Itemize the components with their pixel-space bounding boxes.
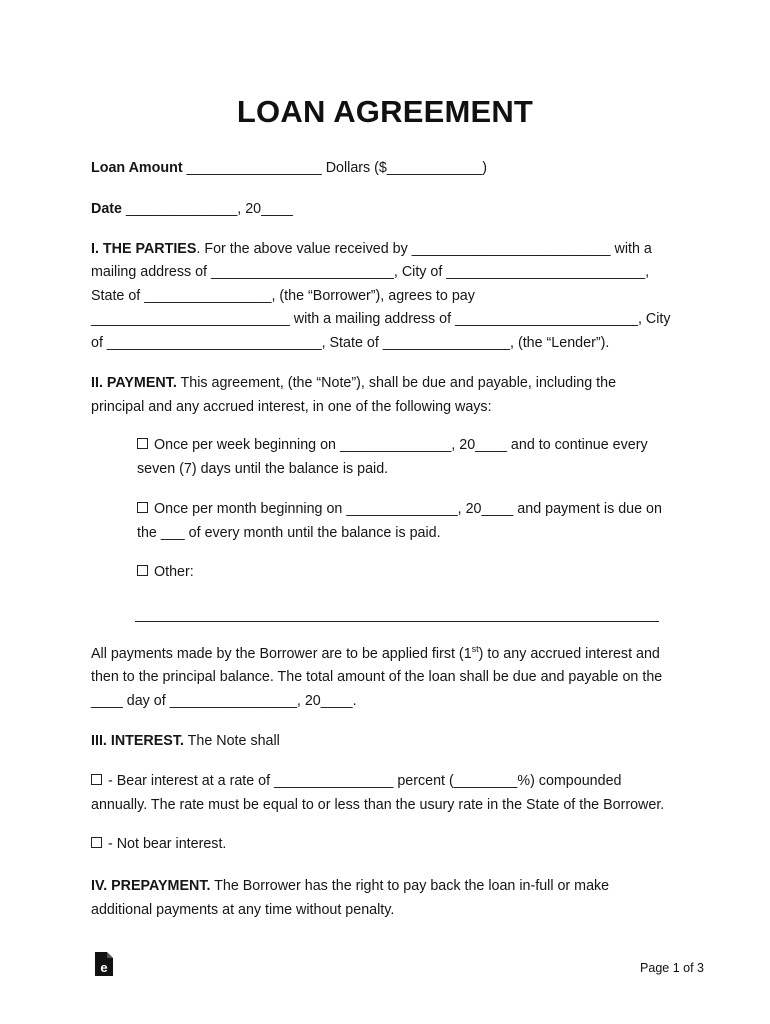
applied-text-1a: All payments made by the Borrower are to be applied first (1: [91, 646, 472, 662]
monthly-option-line-1: [137, 500, 662, 518]
other-blank-line[interactable]: [135, 621, 659, 622]
applied-line-3: ____ day of ________________, 20____.: [91, 693, 357, 709]
bear-interest-checkbox[interactable]: [91, 774, 102, 785]
other-checkbox[interactable]: [137, 565, 148, 576]
applied-line-2: then to the principal balance. The total amount of the loan shall be due and payable on the: [91, 669, 663, 685]
svg-text:e: e: [100, 960, 108, 975]
prepayment-line-2: additional payments at any time without penalty.: [91, 902, 395, 918]
not-bear-interest-line: [91, 835, 226, 853]
payment-heading: II. PAYMENT.: [91, 375, 177, 391]
date-label: Date: [91, 201, 122, 217]
parties-line-1: [91, 240, 652, 258]
weekly-option-text: Once per week beginning on ______________, 20____ and to continue every: [154, 437, 648, 453]
other-option-label: Other:: [154, 564, 194, 580]
parties-line-5: of ___________________________, State of ________________, (the “Lender”).: [91, 335, 610, 351]
parties-text-1: . For the above value received by _________________________ with a: [196, 241, 652, 257]
prepayment-line-1: [91, 877, 609, 895]
payment-text-1: This agreement, (the “Note”), shall be due and payable, including the: [176, 375, 617, 391]
applied-superscript: st: [471, 644, 479, 655]
weekly-option-line-1: [137, 436, 648, 454]
interest-line: [91, 732, 280, 750]
parties-line-2: mailing address of _______________________, City of _________________________,: [91, 264, 650, 280]
applied-line-1: [91, 645, 660, 663]
parties-line-3: State of ________________, (the “Borrower”), agrees to pay: [91, 288, 475, 304]
date-line: [91, 200, 293, 218]
weekly-checkbox[interactable]: [137, 438, 148, 449]
payment-line-2: principal and any accrued interest, in one of the following ways:: [91, 399, 492, 415]
interest-heading: III. INTEREST.: [91, 733, 184, 749]
payment-line-1: [91, 374, 616, 392]
bear-interest-line-1: [91, 772, 621, 790]
other-option-line: [137, 563, 194, 581]
loan-amount-blanks: _________________ Dollars ($____________): [182, 160, 488, 176]
date-blanks: ______________, 20____: [122, 201, 293, 217]
not-bear-interest-checkbox[interactable]: [91, 837, 102, 848]
loan-amount-line: [91, 159, 487, 177]
parties-heading: I. THE PARTIES: [91, 241, 197, 257]
weekly-option-line-2: seven (7) days until the balance is paid.: [137, 461, 389, 477]
applied-text-1b: ) to any accrued interest and: [478, 646, 660, 662]
prepayment-text-1: The Borrower has the right to pay back the loan in-full or make: [210, 878, 610, 894]
monthly-checkbox[interactable]: [137, 502, 148, 513]
loan-amount-label: Loan Amount: [91, 160, 183, 176]
bear-interest-line-2: annually. The rate must be equal to or less than the usury rate in the State of the Borrower.: [91, 797, 665, 813]
page-number: Page 1 of 3: [640, 961, 704, 975]
prepayment-heading: IV. PREPAYMENT.: [91, 878, 211, 894]
monthly-option-text: Once per month beginning on ______________, 20____ and payment is due on: [154, 501, 662, 517]
monthly-option-line-2: the ___ of every month until the balance is paid.: [137, 525, 441, 541]
interest-text: The Note shall: [183, 733, 280, 749]
parties-line-4: _________________________ with a mailing address of _______________________, City: [91, 311, 671, 327]
eforms-logo-icon: [94, 951, 114, 982]
bear-interest-text: - Bear interest at a rate of _______________ percent (________%) compounded: [108, 773, 622, 789]
document-title: LOAN AGREEMENT: [236, 94, 534, 129]
not-bear-interest-text: - Not bear interest.: [108, 836, 227, 852]
